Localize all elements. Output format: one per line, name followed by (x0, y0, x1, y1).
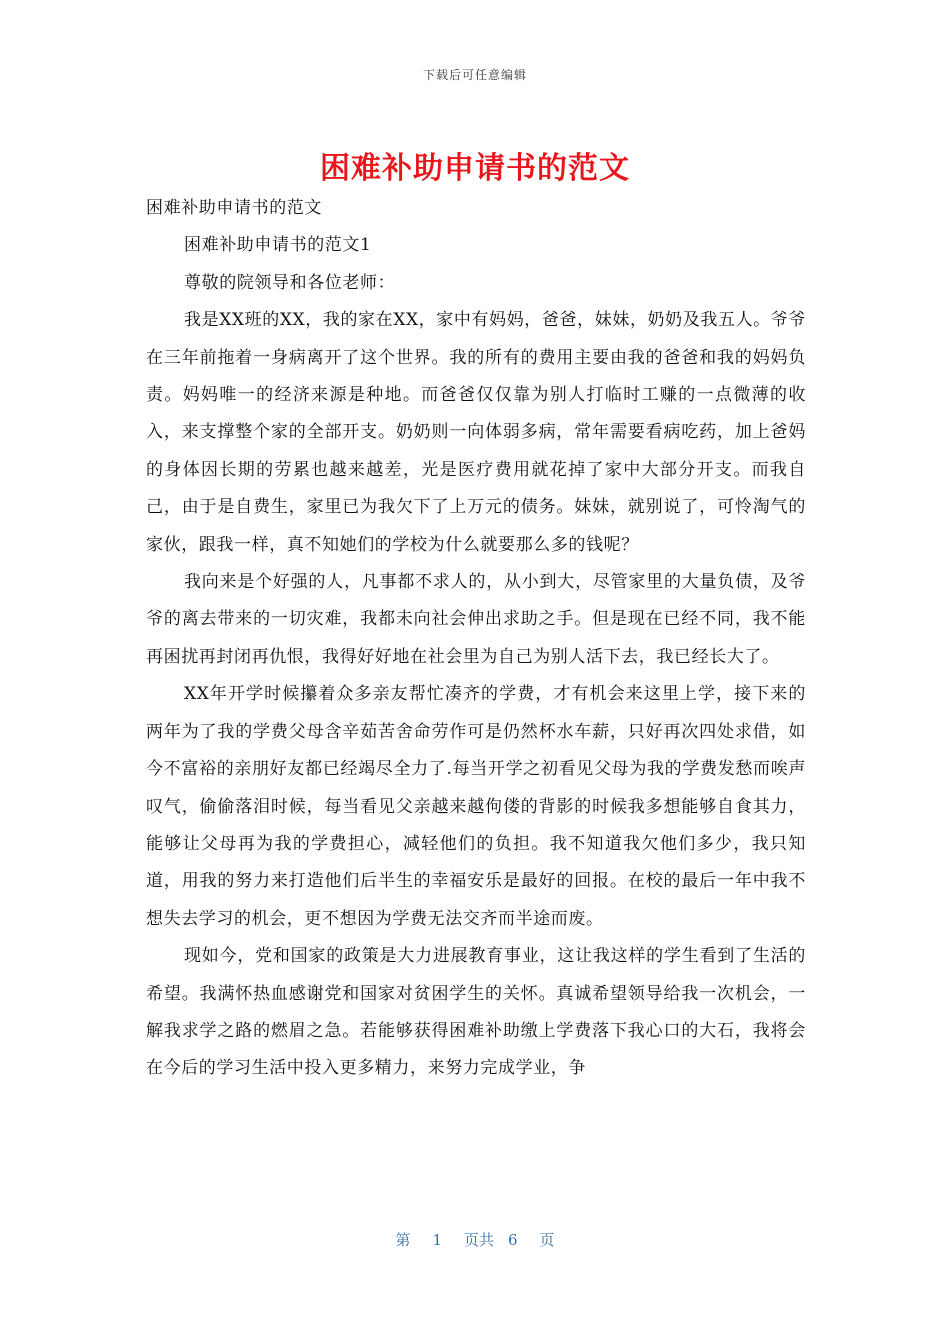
body-paragraph: 现如今，党和国家的政策是大力进展教育事业，这让我这样的学生看到了生活的希望。我满怀热血感谢党和国家对贫困学生的关怀。真诚希望领导给我一次机会，一解我求学之路的燃眉之急。若能够获得困难补助缴上学费落下我心口的大石，我将会在今后的学习生活中投入更多精力，来努力完成学业，争 (146, 946, 806, 1079)
page-footer (0, 1229, 950, 1250)
document-body (146, 190, 806, 1088)
body-paragraph: 我是XX班的XX，我的家在XX，家中有妈妈，爸爸，妹妹，奶奶及我五人。爷爷在三年前拖着一身病离开了这个世界。我的所有的费用主要由我的爸爸和我的妈妈负责。妈妈唯一的经济来源是种地。而爸爸仅仅靠为别人打临时工赚的一点微薄的收入，来支撑整个家的全部开支。奶奶则一向体弱多病，常年需要看病吃药，加上爸妈的身体因长期的劳累也越来越差，光是医疗费用就花掉了家中大部分开支。而我自己，由于是自费生，家里已为我欠下了上万元的债务。妹妹，就别说了，可怜淘气的家伙，跟我一样，真不知她们的学校为什么就要那么多的钱呢？ (146, 310, 806, 555)
footer-suffix: 页 (539, 1231, 555, 1249)
footer-current-page: 1 (432, 1231, 442, 1249)
footer-total-pages: 6 (508, 1231, 518, 1249)
body-paragraph: XX年开学时候攥着众多亲友帮忙凑齐的学费，才有机会来这里上学，接下来的两年为了我的学费父母含辛茹苦舍命劳作可是仍然杯水车薪，只好再次四处求借，如今不富裕的亲朋好友都已经竭尽全力了.每当开学之初看见父母为我的学费发愁而唉声叹气，偷偷落泪时候，每当看见父亲越来越佝偻的背影的时候我多想能够自食其力，能够让父母再为我的学费担心，减轻他们的负担。我不知道我欠他们多少，我只知道，用我的努力来打造他们后半生的幸福安乐是最好的回报。在校的最后一年中我不想失去学习的机会，更不想因为学费无法交齐而半途而废。 (146, 684, 806, 929)
salutation: 尊敬的院领导和各位老师： (184, 272, 396, 293)
footer-prefix: 第 (395, 1231, 411, 1249)
body-paragraph: 我向来是个好强的人，凡事都不求人的，从小到大，尽管家里的大量负债，及爷爷的离去带来的一切灾难，我都未向社会伸出求助之手。但是现在已经不同，我不能再困扰再封闭再仇恨，我得好好地在社会里为自己为别人活下去，我已经长大了。 (146, 572, 806, 667)
footer-middle: 页共 (463, 1231, 494, 1249)
header-note: 下载后可任意编辑 (422, 68, 527, 82)
document-title: 困难补助申请书的范文 (320, 151, 630, 186)
section-heading: 困难补助申请书的范文1 (184, 235, 372, 256)
subtitle-paragraph: 困难补助申请书的范文 (146, 198, 322, 218)
